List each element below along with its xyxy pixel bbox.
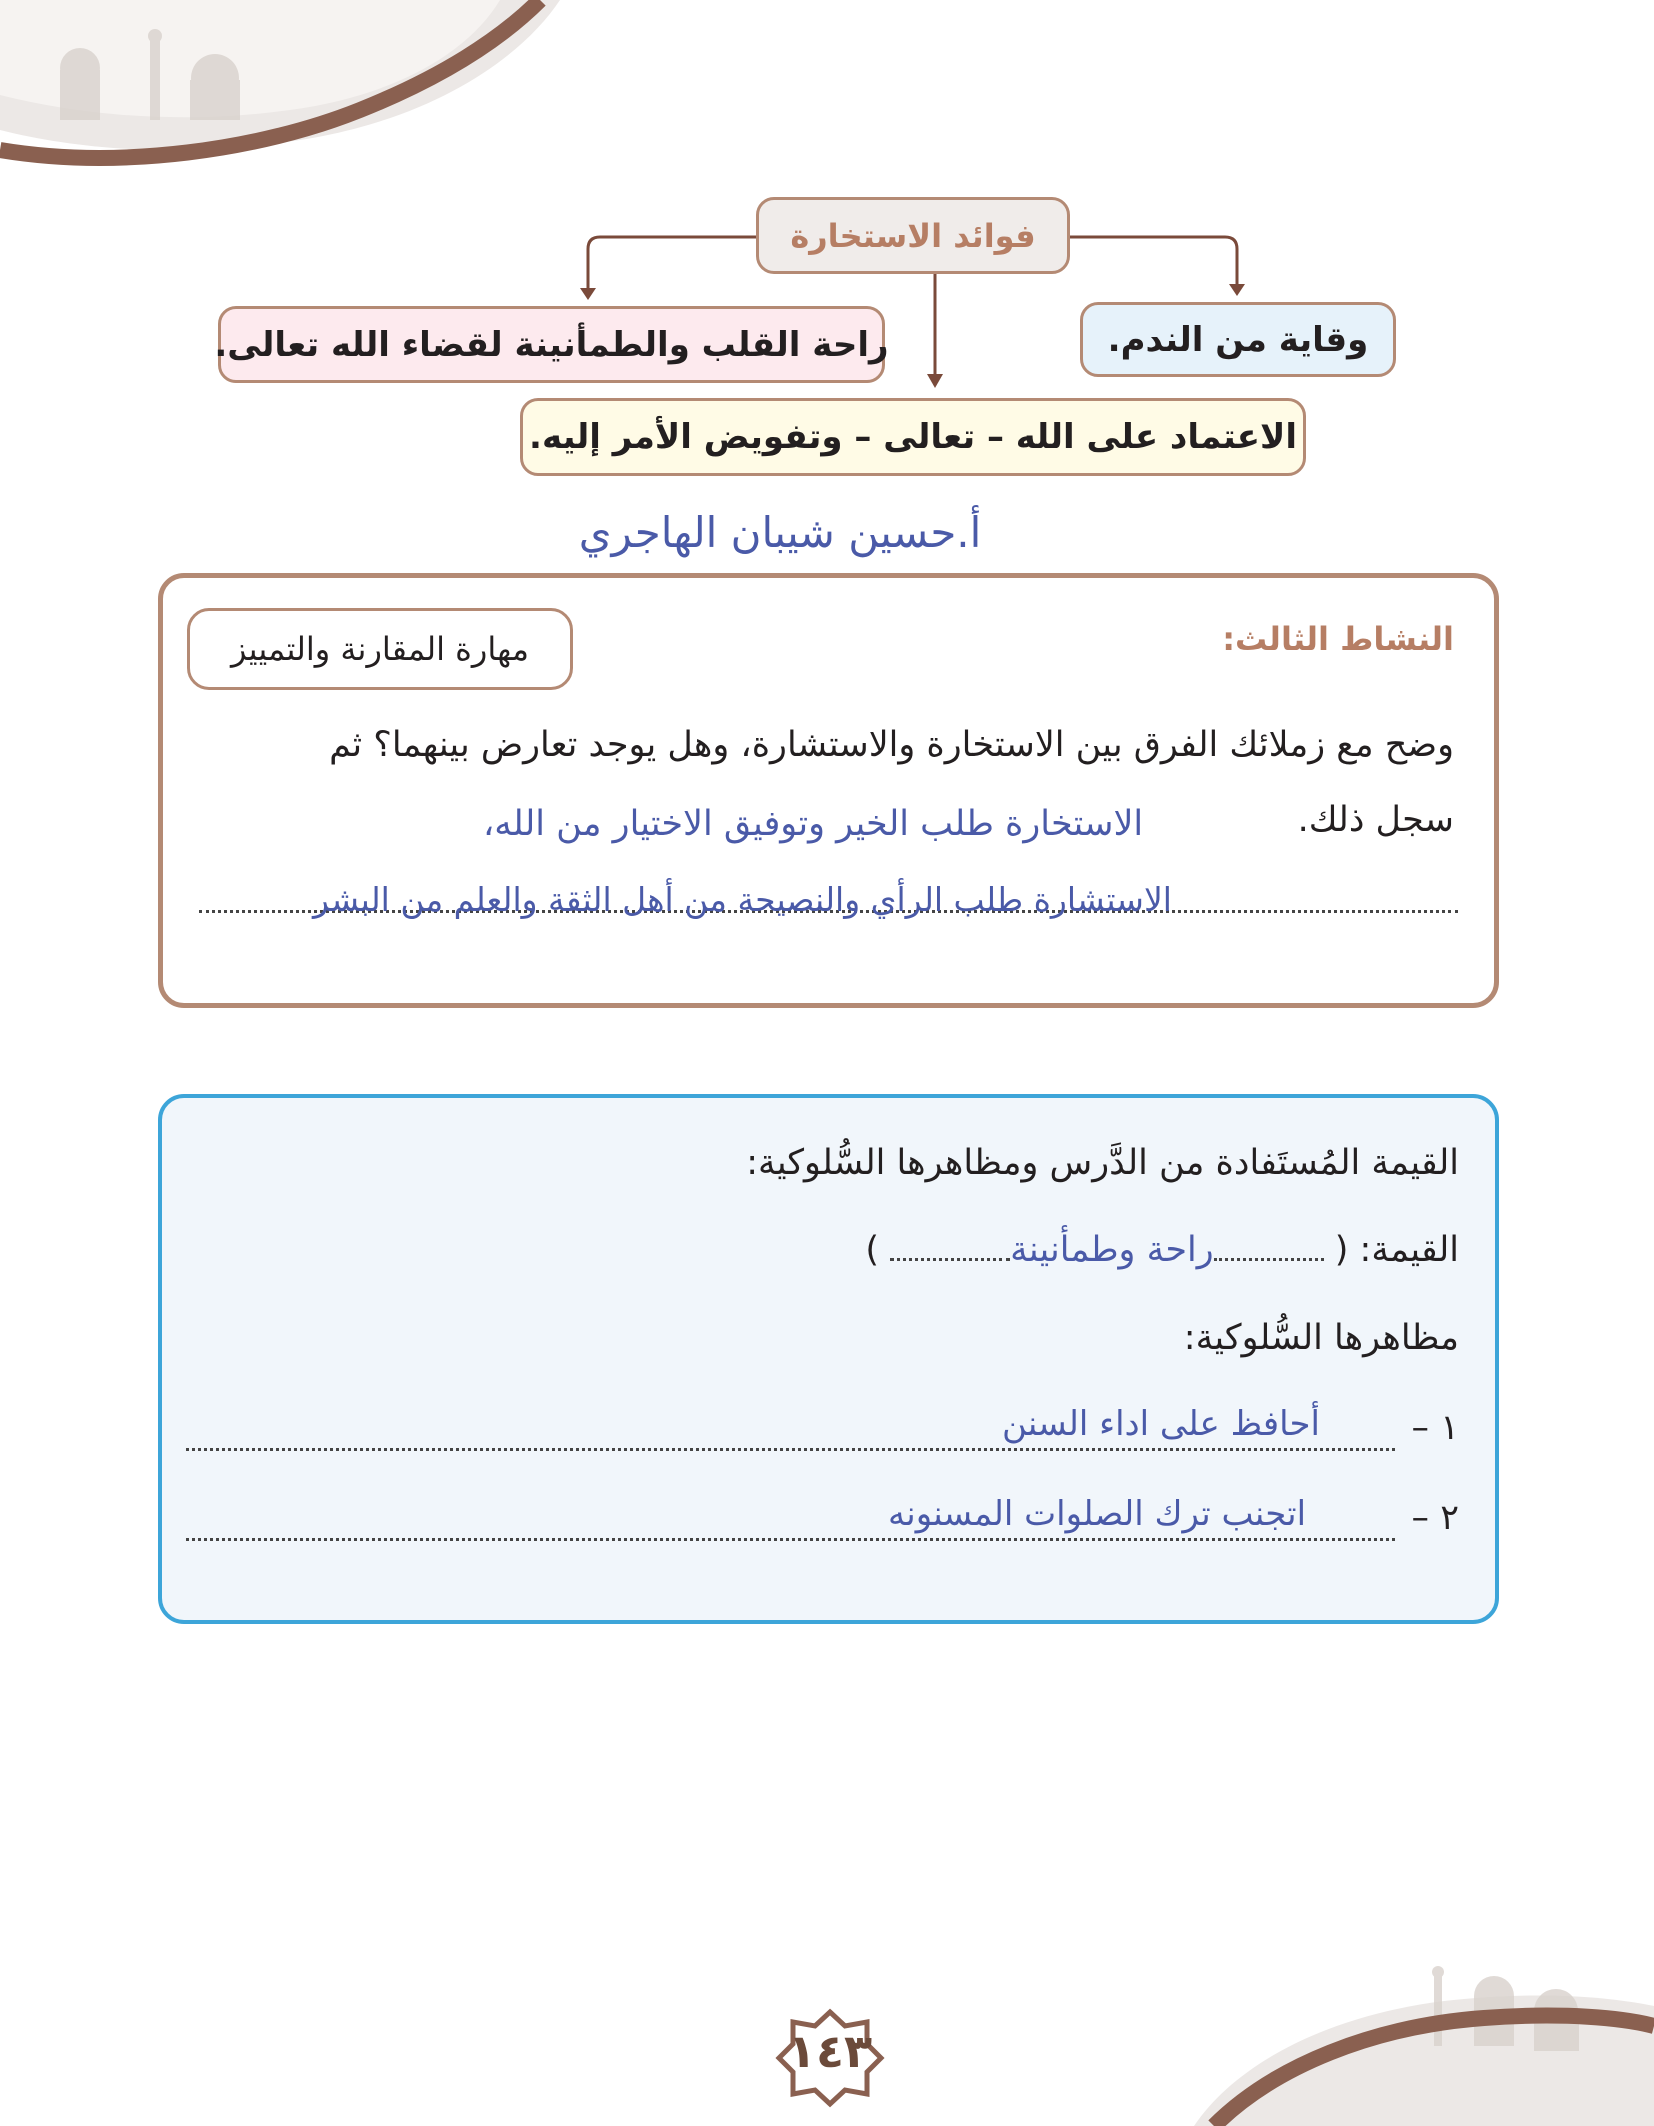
behaviors-label: مظاهرها السُّلوكية: xyxy=(1183,1318,1459,1358)
value-close-paren: ) xyxy=(865,1230,880,1270)
behavior-dotted-line xyxy=(186,1538,1395,1541)
page-number: ١٤٣ xyxy=(787,2024,873,2078)
behavior-answer: أحافظ على اداء السنن xyxy=(1002,1404,1320,1444)
instruction-line-2: سجل ذلك. xyxy=(1297,800,1454,840)
instruction-line-1: وضح مع زملائك الفرق بين الاستخارة والاستشارة، وهل يوجد تعارض بينهما؟ ثم xyxy=(329,725,1454,765)
value-dots-right xyxy=(1214,1258,1324,1261)
value-open-paren: ( xyxy=(1334,1230,1349,1270)
behavior-number: ٢ – xyxy=(1411,1498,1459,1538)
behavior-number: ١ – xyxy=(1411,1408,1459,1448)
author-name: أ.حسين شيبان الهاجري xyxy=(578,508,982,557)
activity-card xyxy=(158,573,1499,1008)
value-dots-left xyxy=(890,1258,1010,1261)
diagram-title: فوائد الاستخارة xyxy=(756,197,1070,274)
activity-heading: النشاط الثالث: xyxy=(1222,620,1454,658)
value-card xyxy=(158,1094,1499,1624)
value-answer: راحة وطمأنينة xyxy=(1010,1230,1214,1270)
handwritten-answer-1: الاستخارة طلب الخير وتوفيق الاختيار من الله، xyxy=(483,804,1144,844)
benefit-reliance-on-god: الاعتماد على الله – تعالى – وتفويض الأمر إليه. xyxy=(520,398,1306,476)
benefit-prevent-regret: وقاية من الندم. xyxy=(1080,302,1396,377)
bottom-corner-ornament xyxy=(1194,1956,1654,2126)
value-label: القيمة: xyxy=(1359,1230,1459,1270)
behavior-answer: اتجنب ترك الصلوات المسنونه xyxy=(888,1494,1307,1534)
value-heading: القيمة المُستَفادة من الدَّرس ومظاهرها السُّلوكية: xyxy=(746,1143,1459,1183)
benefit-heart-peace: راحة القلب والطمأنينة لقضاء الله تعالى. xyxy=(218,306,885,383)
value-row xyxy=(865,1230,1459,1270)
handwritten-answer-2: الاستشارة طلب الرأي والنصيحة من أهل الثقة والعلم من البشر xyxy=(313,880,1172,919)
behavior-dotted-line xyxy=(186,1448,1395,1451)
skill-badge: مهارة المقارنة والتمييز xyxy=(187,608,573,690)
